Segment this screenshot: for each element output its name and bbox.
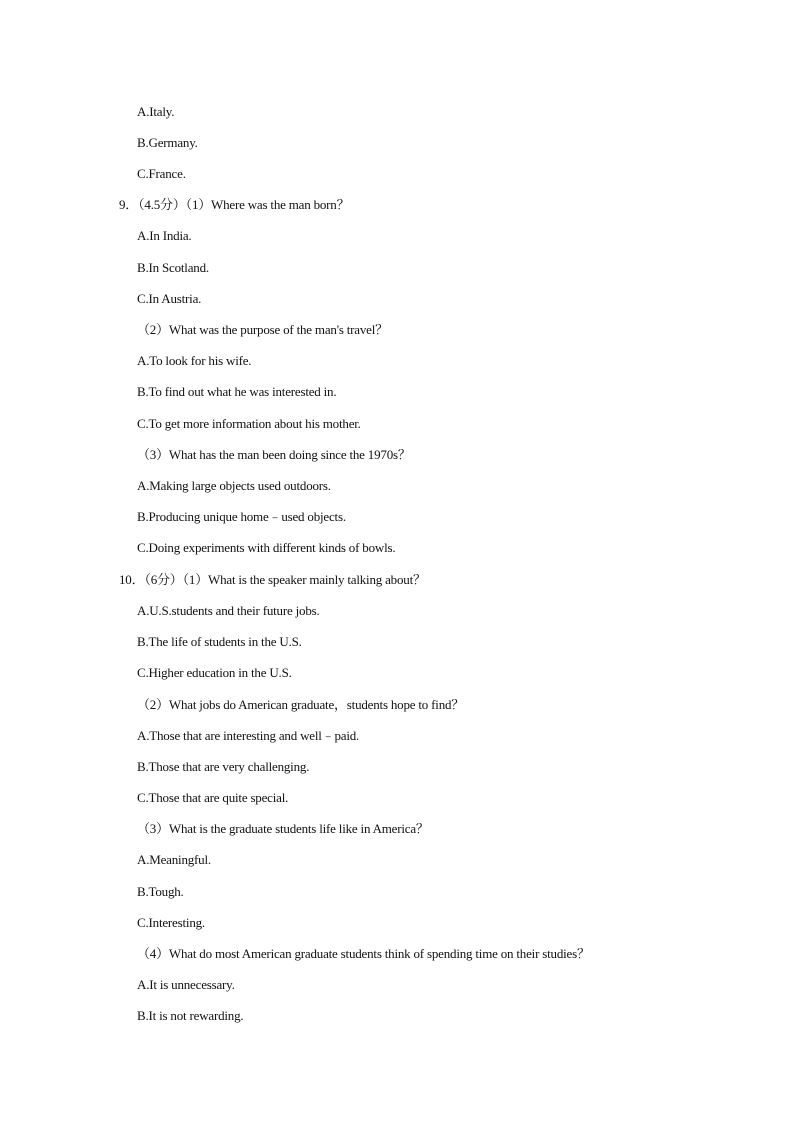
q10-2-option-c: C.Those that are quite special. xyxy=(137,790,289,805)
q10-1-option-c: C.Higher education in the U.S. xyxy=(137,665,292,680)
q9-3-option-b: B.Producing unique home﹣used objects. xyxy=(137,509,346,524)
q9-3-question: （3）What has the man been doing since the 1970s？ xyxy=(137,447,411,462)
q10-2-question: （2）What jobs do American graduate，students hope to find？ xyxy=(137,697,465,712)
q10-2-option-a: A.Those that are interesting and well﹣paid. xyxy=(137,728,360,743)
q9-3-option-a: A.Making large objects used outdoors. xyxy=(137,478,331,493)
q10-2-option-b: B.Those that are very challenging. xyxy=(137,759,310,774)
q8-option-c: C.France. xyxy=(137,166,186,181)
q9-2-question: （2）What was the purpose of the man's travel？ xyxy=(137,322,388,337)
q9-2-option-c: C.To get more information about his mother. xyxy=(137,416,361,431)
q10-4-option-b: B.It is not rewarding. xyxy=(137,1008,244,1023)
q10-3-question: （3）What is the graduate students life like in America？ xyxy=(137,821,429,836)
q10-3-option-c: C.Interesting. xyxy=(137,915,205,930)
q8-option-a: A.Italy. xyxy=(137,104,175,119)
q9-heading: 9．（4.5分）（1）Where was the man born？ xyxy=(119,197,350,212)
q10-3-option-b: B.Tough. xyxy=(137,884,184,899)
q10-4-question: （4）What do most American graduate students think of spending time on their studies？ xyxy=(137,946,590,961)
q10-1-option-b: B.The life of students in the U.S. xyxy=(137,634,302,649)
q8-option-b: B.Germany. xyxy=(137,135,198,150)
q10-1-option-a: A.U.S.students and their future jobs. xyxy=(137,603,320,618)
q10-3-option-a: A.Meaningful. xyxy=(137,852,211,867)
q9-1-option-c: C.In Austria. xyxy=(137,291,202,306)
q9-1-option-b: B.In Scotland. xyxy=(137,260,209,275)
q9-1-option-a: A.In India. xyxy=(137,228,192,243)
q9-2-option-b: B.To find out what he was interested in. xyxy=(137,384,337,399)
q10-4-option-a: A.It is unnecessary. xyxy=(137,977,235,992)
q9-3-option-c: C.Doing experiments with different kinds of bowls. xyxy=(137,540,396,555)
q9-2-option-a: A.To look for his wife. xyxy=(137,353,252,368)
q10-heading: 10．（6分）（1）What is the speaker mainly talking about？ xyxy=(119,572,426,587)
